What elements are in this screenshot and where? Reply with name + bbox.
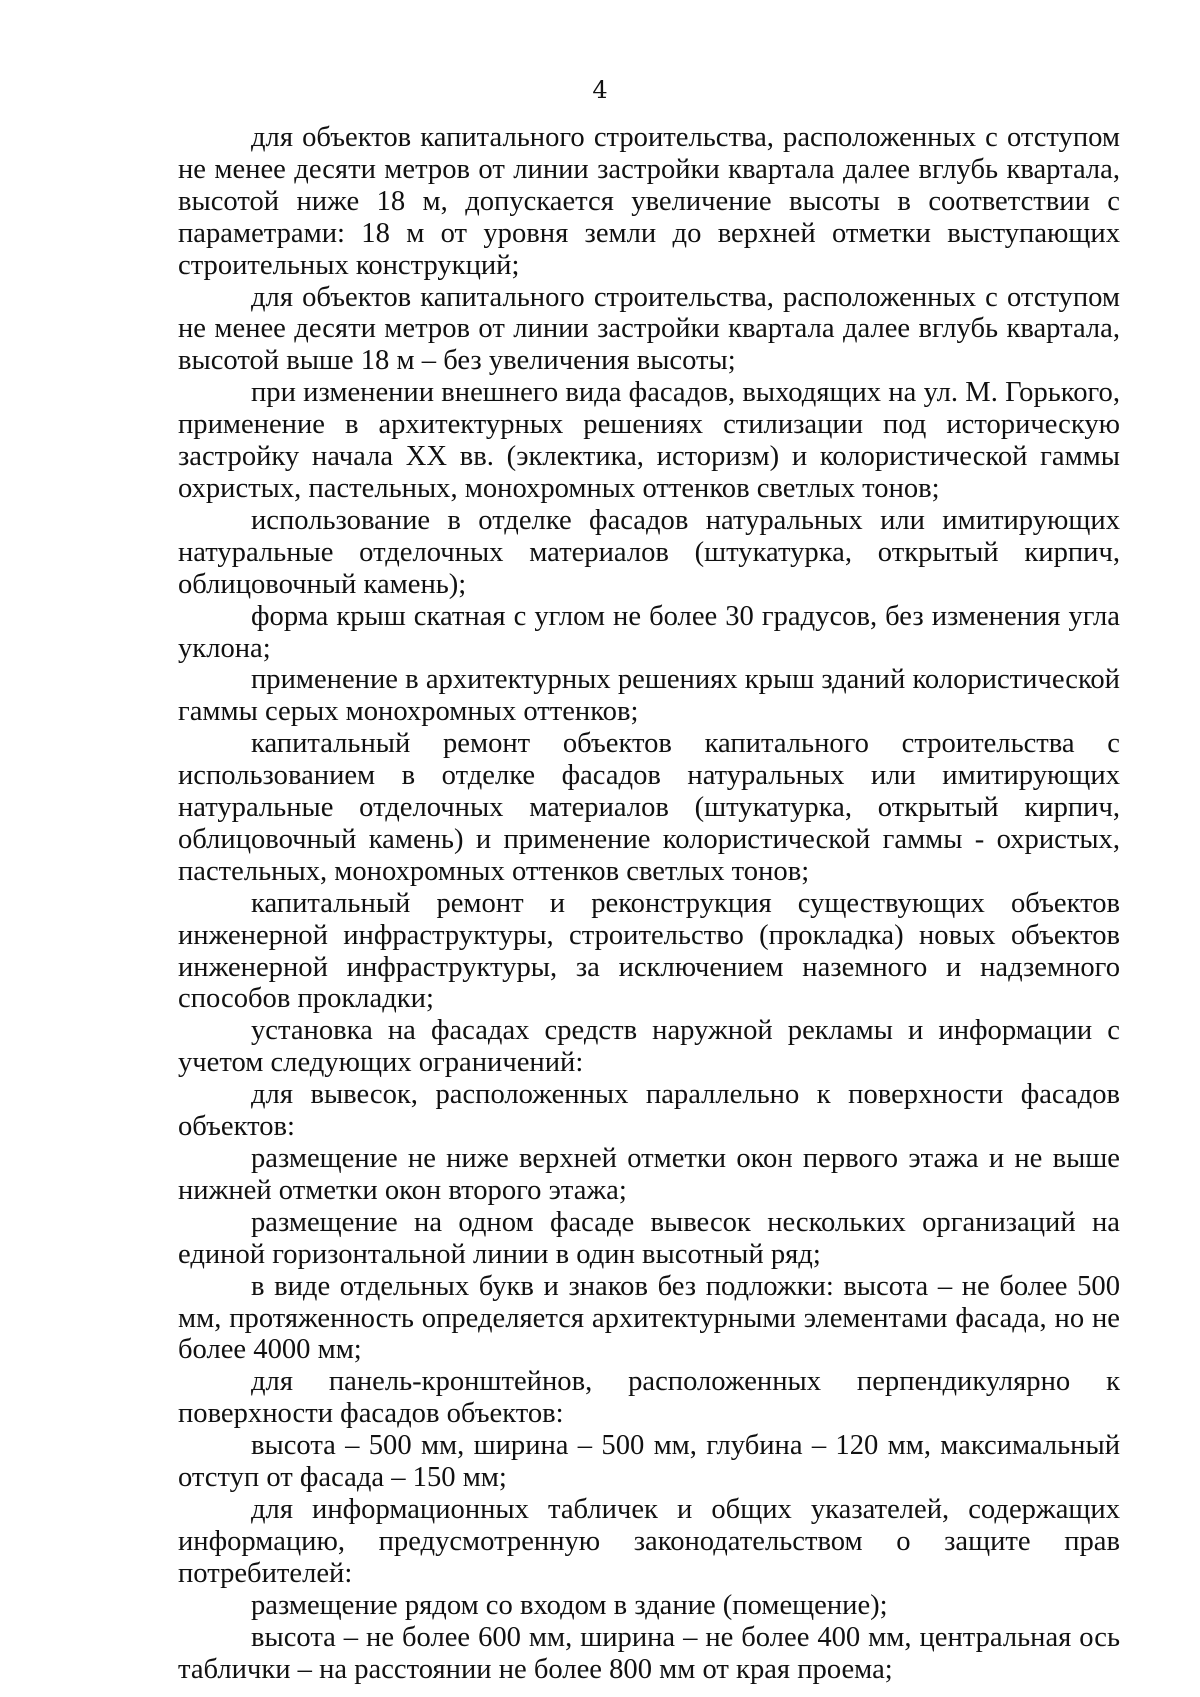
paragraph: для объектов капитального строительства, расположенных с отступом не менее десяти метров от линии застройки квартала далее вглубь квартала, высотой выше 18 м – без увеличения высоты; <box>178 281 1120 377</box>
paragraph: для объектов капитального строительства, расположенных с отступом не менее десяти метров от линии застройки квартала далее вглубь квартала, высотой ниже 18 м, допускается увеличение высоты в соответствии с параметрами: 18 м от уровня земли до верхней отметки выступающих строительных конструкций; <box>178 122 1120 281</box>
paragraph: использование в отделке фасадов натуральных или имитирующих натуральные отделочных материалов (штукатурка, открытый кирпич, облицовочный камень); <box>178 504 1120 600</box>
paragraph: для панель-кронштейнов, расположенных перпендикулярно к поверхности фасадов объектов: <box>178 1366 1120 1430</box>
paragraph: капитальный ремонт и реконструкция существующих объектов инженерной инфраструктуры, строительство (прокладка) новых объектов инженерной инфраструктуры, за исключением наземного и надземного способов прокладки; <box>178 887 1120 1015</box>
document-body <box>178 122 1120 1685</box>
paragraph: для вывесок, расположенных параллельно к поверхности фасадов объектов: <box>178 1079 1120 1143</box>
paragraph: размещение не ниже верхней отметки окон первого этажа и не выше нижней отметки окон второго этажа; <box>178 1143 1120 1206</box>
paragraph: высота – не более 600 мм, ширина – не более 400 мм, центральная ось таблички – на расстоянии не более 800 мм от края проема; <box>178 1621 1120 1685</box>
paragraph: форма крыш скатная с углом не более 30 градусов, без изменения угла уклона; <box>178 600 1120 664</box>
paragraph: для информационных табличек и общих указателей, содержащих информацию, предусмотренную законодательством о защите прав потребителей: <box>178 1493 1120 1589</box>
paragraph: при изменении внешнего вида фасадов, выходящих на ул. М. Горького, применение в архитектурных решениях стилизации под историческую застройку начала XX вв. (эклектика, историзм) и колористической гаммы охристых, пастельных, монохромных оттенков светлых тонов; <box>178 377 1120 504</box>
paragraph: высота – 500 мм, ширина – 500 мм, глубина – 120 мм, максимальный отступ от фасада – 150 мм; <box>178 1430 1120 1494</box>
paragraph: размещение на одном фасаде вывесок нескольких организаций на единой горизонтальной линии в один высотный ряд; <box>178 1206 1120 1270</box>
paragraph: капитальный ремонт объектов капитального строительства с использованием в отделке фасадов натуральных или имитирующих натуральные отделочных материалов (штукатурка, открытый кирпич, облицовочный камень) и применение колористической гаммы - охристых, пастельных, монохромных оттенков светлых тонов; <box>178 728 1120 887</box>
paragraph: применение в архитектурных решениях крыш зданий колористической гаммы серых монохромных оттенков; <box>178 664 1120 728</box>
paragraph: в виде отдельных букв и знаков без подложки: высота – не более 500 мм, протяженность определяется архитектурными элементами фасада, но не более 4000 мм; <box>178 1270 1120 1366</box>
paragraph: установка на фасадах средств наружной рекламы и информации с учетом следующих ограничений: <box>178 1015 1120 1079</box>
paragraph: размещение рядом со входом в здание (помещение); <box>251 1589 888 1621</box>
page-number: 4 <box>592 76 608 104</box>
